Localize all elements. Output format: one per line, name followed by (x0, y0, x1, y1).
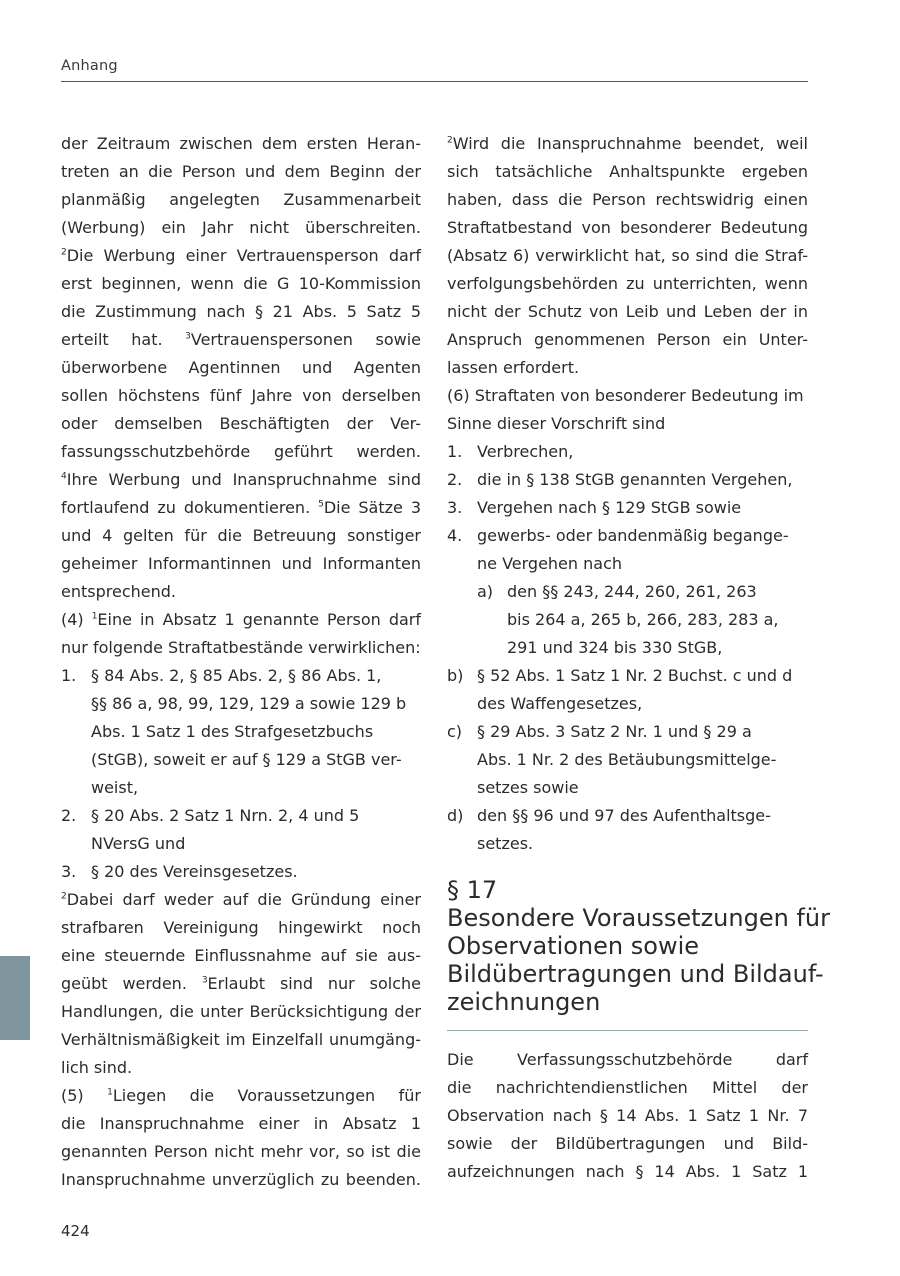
text-line: nur folgende Straftatbestände verwirklichen: (61, 638, 421, 657)
text-line: § 29 Abs. 3 Satz 2 Nr. 1 und § 29 a (477, 722, 752, 741)
text-line: den §§ 96 und 97 des Aufenthaltsge- (477, 806, 771, 825)
sub-list-item (447, 718, 808, 802)
text-line: § 20 Abs. 2 Satz 1 Nrn. 2, 4 und 5 (91, 806, 360, 825)
text-line: (6) Straftaten von besonderer Bedeutung im (447, 386, 804, 405)
text-line: den §§ 243, 244, 260, 261, 263 (507, 582, 757, 601)
list-number: 2. (61, 806, 77, 825)
text-line: geheimer Informantinnen und Informanten (61, 554, 421, 573)
text: Eine in Absatz 1 genannte Person darf (97, 610, 421, 629)
section-number: § 17 (447, 876, 498, 904)
text-line: § 84 Abs. 2, § 85 Abs. 2, § 86 Abs. 1, (91, 666, 382, 685)
left-column (61, 130, 421, 1194)
list-item (61, 858, 421, 886)
list-number: 3. (61, 862, 77, 881)
text-line: die nachrichtendienstlichen Mittel der (447, 1078, 808, 1097)
text-line: Anspruch genommenen Person ein Unter- (447, 330, 808, 349)
text-line: planmäßig angelegten Zusammenarbeit (61, 190, 421, 209)
list-number: 4. (447, 526, 463, 545)
text-line (61, 1082, 421, 1110)
list-number: 1. (447, 442, 463, 461)
text-line: lich sind. (61, 1058, 133, 1077)
text-line: die in § 138 StGB genannten Vergehen, (477, 470, 793, 489)
list-item (61, 802, 421, 858)
sentence-number: 3 (185, 331, 191, 342)
sentence-number: 1 (107, 1087, 113, 1098)
list-letter: c) (447, 722, 463, 741)
text-line: die Inanspruchnahme einer in Absatz 1 (61, 1114, 421, 1133)
text-line: § 52 Abs. 1 Satz 1 Nr. 2 Buchst. c und d (477, 666, 793, 685)
sentence-number: 2 (61, 247, 67, 258)
page-number: 424 (61, 1222, 90, 1240)
text-line (61, 466, 421, 494)
section-rule (447, 1030, 808, 1031)
text: Wird die Inanspruchnahme beendet, weil (452, 134, 808, 153)
list-item (447, 522, 808, 578)
list-letter: d) (447, 806, 464, 825)
text-line (61, 970, 421, 998)
text-line: Abs. 1 Nr. 2 des Betäubungsmittelge- (477, 750, 777, 769)
text-line: fassungsschutzbehörde geführt werden. (61, 442, 421, 461)
text-line: treten an die Person und dem Beginn der (61, 162, 421, 181)
text-line: die Zustimmung nach § 21 Abs. 5 Satz 5 (61, 302, 421, 321)
text-line (61, 242, 421, 270)
sub-list-item (447, 578, 808, 662)
text-line: weist, (91, 778, 139, 797)
text-line (61, 494, 421, 522)
text-line: der Zeitraum zwischen dem ersten Heran- (61, 134, 421, 153)
text: erteilt hat. (61, 330, 163, 349)
list-item (447, 466, 808, 494)
list-number: 3. (447, 498, 463, 517)
text-line: aufzeichnungen nach § 14 Abs. 1 Satz 1 (447, 1162, 808, 1181)
text-line: nicht der Schutz von Leib und Leben der in (447, 302, 808, 321)
text-line: setzes sowie (477, 778, 579, 797)
side-thumb-tab (0, 956, 30, 1040)
text-line (447, 130, 808, 158)
text-line (61, 886, 421, 914)
sentence-number: 2 (447, 135, 453, 146)
sentence-number: 1 (91, 611, 98, 622)
section-title-line: Besondere Voraussetzungen für (447, 904, 830, 932)
section-heading (447, 876, 830, 1016)
text-line: (StGB), soweit er auf § 129 a StGB ver- (91, 750, 402, 769)
text-line: sowie der Bildübertragungen und Bild- (447, 1134, 808, 1153)
sentence-number: 5 (318, 499, 324, 510)
text-line: Handlungen, die unter Berücksichtigung der (61, 1002, 421, 1021)
text: (4) (61, 610, 84, 629)
text: Die Werbung einer Vertrauensperson darf (66, 246, 421, 265)
text: Dabei darf weder auf die Gründung einer (66, 890, 421, 909)
text-line: oder demselben Beschäftigten der Ver- (61, 414, 421, 433)
text-line: eine steuernde Einflussnahme auf sie aus- (61, 946, 421, 965)
sub-list-item (447, 802, 808, 858)
text: Ihre Werbung und Inanspruchnahme sind (66, 470, 421, 489)
header-rule (61, 81, 808, 82)
list-item (447, 494, 808, 522)
text-line: Inanspruchnahme unverzüglich zu beenden. (61, 1170, 421, 1189)
text: Liegen die Voraussetzungen für (112, 1086, 421, 1105)
text-line: Abs. 1 Satz 1 des Strafgesetzbuchs (91, 722, 374, 741)
text-line: sollen höchstens fünf Jahre von derselben (61, 386, 421, 405)
text-line: sich tatsächliche Anhaltspunkte ergeben (447, 162, 808, 181)
text-line: Observation nach § 14 Abs. 1 Satz 1 Nr. 7 (447, 1106, 808, 1125)
text-line: überworbene Agentinnen und Agenten (61, 358, 421, 377)
text-line: setzes. (477, 834, 534, 853)
text-line: Sinne dieser Vorschrift sind (447, 414, 666, 433)
section-title-line: Bildübertragungen und Bildauf- (447, 960, 824, 988)
section-title-line: zeichnungen (447, 988, 601, 1016)
sentence-number: 4 (61, 471, 67, 482)
list-number: 2. (447, 470, 463, 489)
text-line: § 20 des Vereinsgesetzes. (91, 862, 298, 881)
text-line: Verhältnismäßigkeit im Einzelfall unumgäng- (61, 1030, 421, 1049)
list-letter: a) (477, 582, 494, 601)
text: Vertrauenspersonen sowie (190, 330, 422, 349)
section-body (447, 1046, 808, 1186)
text-line: Verbrechen, (477, 442, 574, 461)
text-line: Straftatbestand von besonderer Bedeutung (447, 218, 808, 237)
text-line: bis 264 a, 265 b, 266, 283, 283 a, (507, 610, 779, 629)
text-line: genannten Person nicht mehr vor, so ist die (61, 1142, 421, 1161)
text: (5) (61, 1086, 84, 1105)
list-item (447, 438, 808, 466)
list-number: 1. (61, 666, 77, 685)
sentence-number: 2 (61, 891, 67, 902)
text: Erlaubt sind nur solche (207, 974, 422, 993)
text: Die Sätze 3 (323, 498, 421, 517)
sentence-number: 3 (201, 975, 208, 986)
text-line: 291 und 324 bis 330 StGB, (507, 638, 723, 657)
section-title-line: Observationen sowie (447, 932, 699, 960)
text-line: §§ 86 a, 98, 99, 129, 129 a sowie 129 b (91, 694, 407, 713)
text-line: entsprechend. (61, 582, 176, 601)
text-line: strafbaren Vereinigung hingewirkt noch (61, 918, 421, 937)
text-line: lassen erfordert. (447, 358, 580, 377)
text-line: des Waffengesetzes, (477, 694, 643, 713)
text-line: gewerbs- oder bandenmäßig begange- (477, 526, 789, 545)
text-line: haben, dass die Person rechtswidrig einen (447, 190, 808, 209)
text-line: (Absatz 6) verwirklicht hat, so sind die Straf- (447, 246, 808, 265)
text-line: Die Verfassungsschutzbehörde darf (447, 1050, 808, 1069)
text-line: erst beginnen, wenn die G 10-Kommission (61, 274, 421, 293)
list-item (61, 662, 421, 802)
sub-list-item (447, 662, 808, 718)
text: fortlaufend zu dokumentieren. (61, 498, 311, 517)
text-line: (Werbung) ein Jahr nicht überschreiten. (61, 218, 421, 237)
list-letter: b) (447, 666, 464, 685)
text: geübt werden. (61, 974, 187, 993)
text-line (61, 606, 421, 634)
text-line: verfolgungsbehörden zu unterrichten, wenn (447, 274, 808, 293)
text-line: und 4 gelten für die Betreuung sonstiger (61, 526, 421, 545)
running-header: Anhang (61, 58, 118, 74)
right-column (447, 130, 808, 858)
text-line: Vergehen nach § 129 StGB sowie (477, 498, 742, 517)
text-line: ne Vergehen nach (477, 554, 623, 573)
text-line: NVersG und (91, 834, 186, 853)
text-line (61, 326, 421, 354)
